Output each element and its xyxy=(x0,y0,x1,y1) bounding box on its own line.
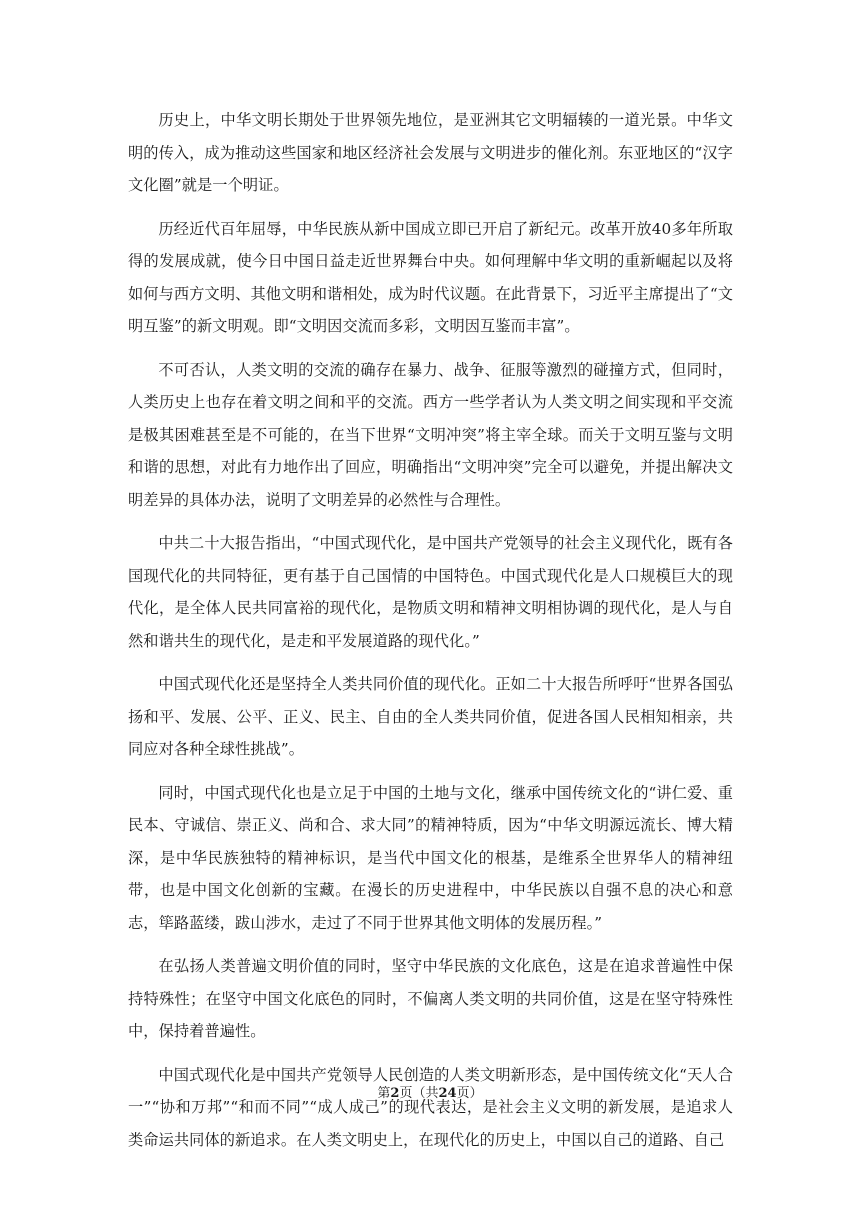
paragraph-5: 中国式现代化还是坚持全人类共同价值的现代化。正如二十大报告所呼吁“世界各国弘扬和平、发展、公平、正义、民主、自由的全人类共同价值，促进各国人民相知相亲，共同应对各种全球性挑战”。 xyxy=(128,675,733,758)
footer-suffix: 页） xyxy=(456,1086,483,1101)
footer-page-number: 2 xyxy=(390,1086,400,1101)
footer-prefix: 第 xyxy=(377,1086,391,1101)
document-body xyxy=(128,104,733,1167)
paragraph-6: 同时，中国式现代化也是立足于中国的土地与文化，继承中国传统文化的“讲仁爱、重民本、守诚信、崇正义、尚和合、求大同”的精神特质，因为“中华文明源远流长、博大精深，是中华民族独特的精神标识，是当代中国文化的根基，是维系全世界华人的精神纽带，也是中国文化创新的宝藏。在漫长的历史进程中，中华民族以自强不息的决心和意志，筚路蓝缕，跋山涉水，走过了不同于世界其他文明体的发展历程。” xyxy=(128,783,733,932)
paragraph-3: 不可否认，人类文明的交流的确存在暴力、战争、征服等激烈的碰撞方式，但同时，人类历史上也存在着文明之间和平的交流。西方一些学者认为人类文明之间实现和平交流是极其困难甚至是不可能的，在当下世界“文明冲突”将主宰全球。而关于文明互鉴与文明和谐的思想，对此有力地作出了回应，明确指出“文明冲突”完全可以避免，并提出解决文明差异的具体办法，说明了文明差异的必然性与合理性。 xyxy=(128,360,733,509)
paragraph-7: 在弘扬人类普遍文明价值的同时，坚守中华民族的文化底色，这是在追求普遍性中保持特殊性；在坚守中国文化底色的同时，不偏离人类文明的共同价值，这是在坚守特殊性中，保持着普遍性。 xyxy=(128,957,733,1040)
footer-total-pages: 24 xyxy=(438,1086,457,1101)
paragraph-1: 历史上，中华文明长期处于世界领先地位，是亚洲其它文明辐辏的一道光景。中华文明的传入，成为推动这些国家和地区经济社会发展与文明进步的催化剂。东亚地区的“汉字文化圈”就是一个明证。 xyxy=(128,111,733,194)
paragraph-4: 中共二十大报告指出，“中国式现代化，是中国共产党领导的社会主义现代化，既有各国现代化的共同特征，更有基于自己国情的中国特色。中国式现代化是人口规模巨大的现代化，是全体人民共同富裕的现代化，是物质文明和精神文明相协调的现代化，是人与自然和谐共生的现代化，是走和平发展道路的现代化。” xyxy=(128,534,733,650)
page-footer xyxy=(0,1085,860,1103)
paragraph-8: 中国式现代化是中国共产党领导人民创造的人类文明新形态，是中国传统文化“天人合一”“协和万邦”“和而不同”“成人成己”的现代表达，是社会主义文明的新发展，是追求人类命运共同体的新追求。在人类文明史上，在现代化的历史上，中国以自己的道路、自己 xyxy=(128,1065,733,1149)
footer-mid: 页（共 xyxy=(399,1086,439,1101)
paragraph-2: 历经近代百年屈辱，中华民族从新中国成立即已开启了新纪元。改革开放40多年所取得的发展成就，使今日中国日益走近世界舞台中央。如何理解中华文明的重新崛起以及将如何与西方文明、其他文明和谐相处，成为时代议题。在此背景下，习近平主席提出了“文明互鉴”的新文明观。即“文明因交流而多彩，文明因互鉴而丰富”。 xyxy=(128,219,733,335)
